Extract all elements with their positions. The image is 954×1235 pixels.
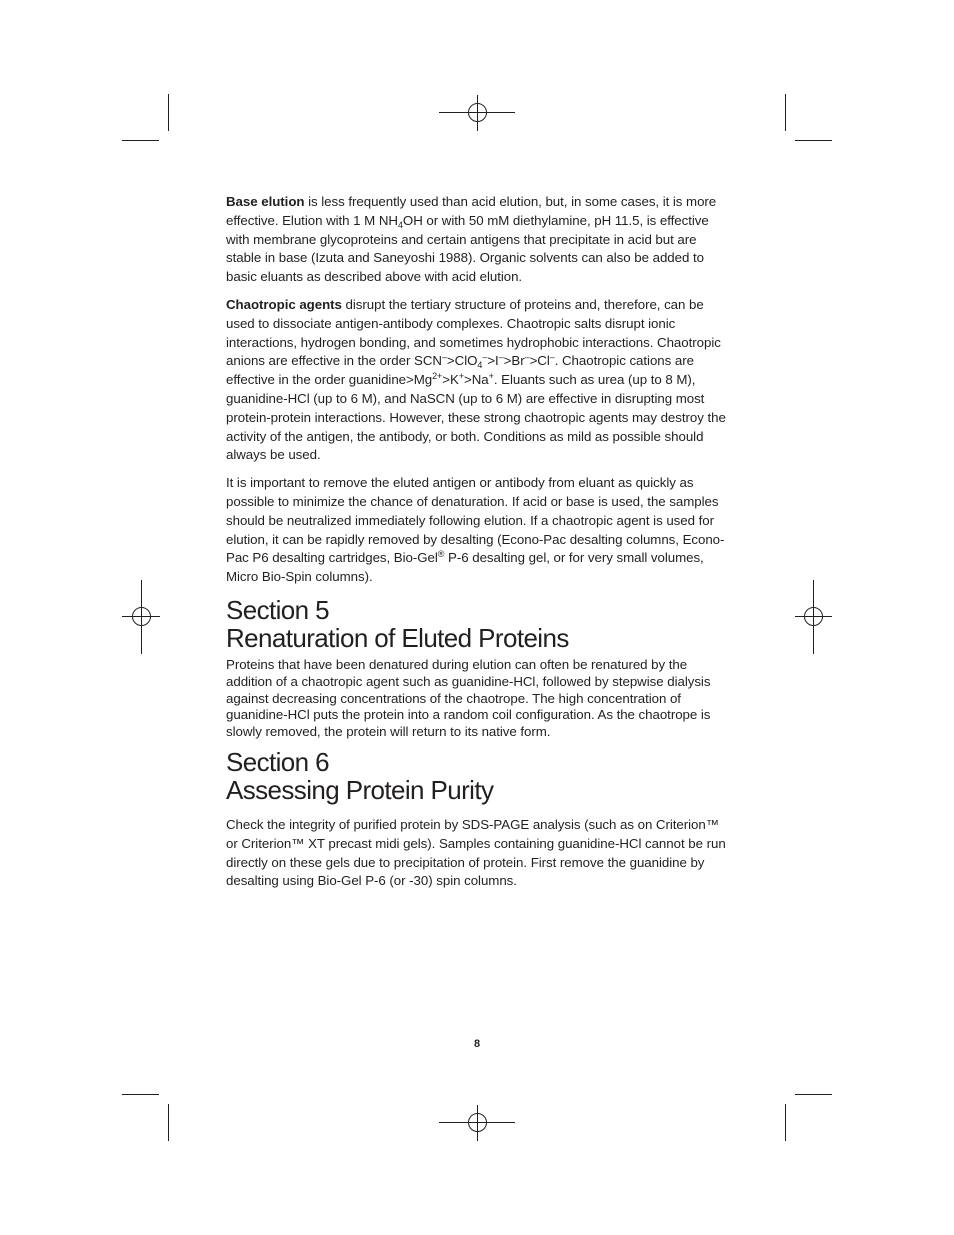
section-6-heading: Section 6 Assessing Protein Purity (226, 746, 494, 806)
chaotropic-agents-paragraph: Chaotropic agents disrupt the tertiary structure of proteins and, therefore, can be used to dissociate antigen-antibody complexes. Chaotropic salts disrupt ionic interactions, hydrogen bonding, and sometimes hydrophobic interactions. Chaotropic anions are effective in the order SCN–>ClO$_4$–>I–>Br–>Cl–. Chaotropic cations are effective in the order $guanidine>Mg^{2+}>K^+>Na^+$. Eluants such as urea (up to 8 M), guanidine-HCl (up to 6 M), and NaSCN (up to 6 M) are effective in disrupting most protein-protein interactions. However, these strong chaotropic agents may destroy the activity of the antigen, the antibody, or both. Conditions as mild as possible should always be used. (226, 296, 726, 463)
section-5-heading: Section 5 Renaturation of Eluted Proteins (226, 594, 569, 654)
chaotropic-agents-lead: Chaotropic agents (226, 296, 342, 312)
base-elution-paragraph: Base elution is less frequently used than acid elution, but, in some cases, it is more effective. Elution with 1 M $NH_4OH$ or with 50 mM diethylamine, pH 11.5, is effective with membrane glycoproteins and certain antigens that precipitate in acid but are stable in base (Izuta and Saneyoshi 1988). Organic solvents can also be added to basic eluants as described above with acid elution. (226, 194, 717, 285)
section-5-body: Proteins that have been denatured during elution can often be renatured by the addition of a chaotropic agent such as guanidine-HCl, followed by stepwise dialysis against decreasing concentrations of the chaotrope. The high concentration of guanidine-HCl puts the protein into a random coil configuration. As the chaotrope is slowly removed, the protein will return to its native form. (226, 656, 711, 740)
page-number: 8 (473, 1038, 481, 1050)
eluant-removal-paragraph: It is important to remove the eluted antigen or antibody from eluant as quickly as possible to minimize the chance of denaturation. If acid or base is used, the samples should be neutralized immediately following elution. If a chaotropic agent is used for elution, it can be rapidly removed by desalting (Econo-Pac desalting columns, Econo-Pac P6 desalting cartridges, Bio-Gel® P-6 desalting gel, or for very small volumes, Micro Bio-Spin columns). (226, 475, 725, 585)
section-6-body: Check the integrity of purified protein by SDS-PAGE analysis (such as on Criterion™ or Criterion™ XT precast midi gels). Samples containing guanidine-HCl cannot be run directly on these gels due to precipitation of protein. First remove the guanidine by desalting using Bio-Gel P-6 (or -30) spin columns. (226, 816, 726, 889)
page-content (226, 193, 731, 900)
base-elution-lead: Base elution (226, 194, 305, 209)
